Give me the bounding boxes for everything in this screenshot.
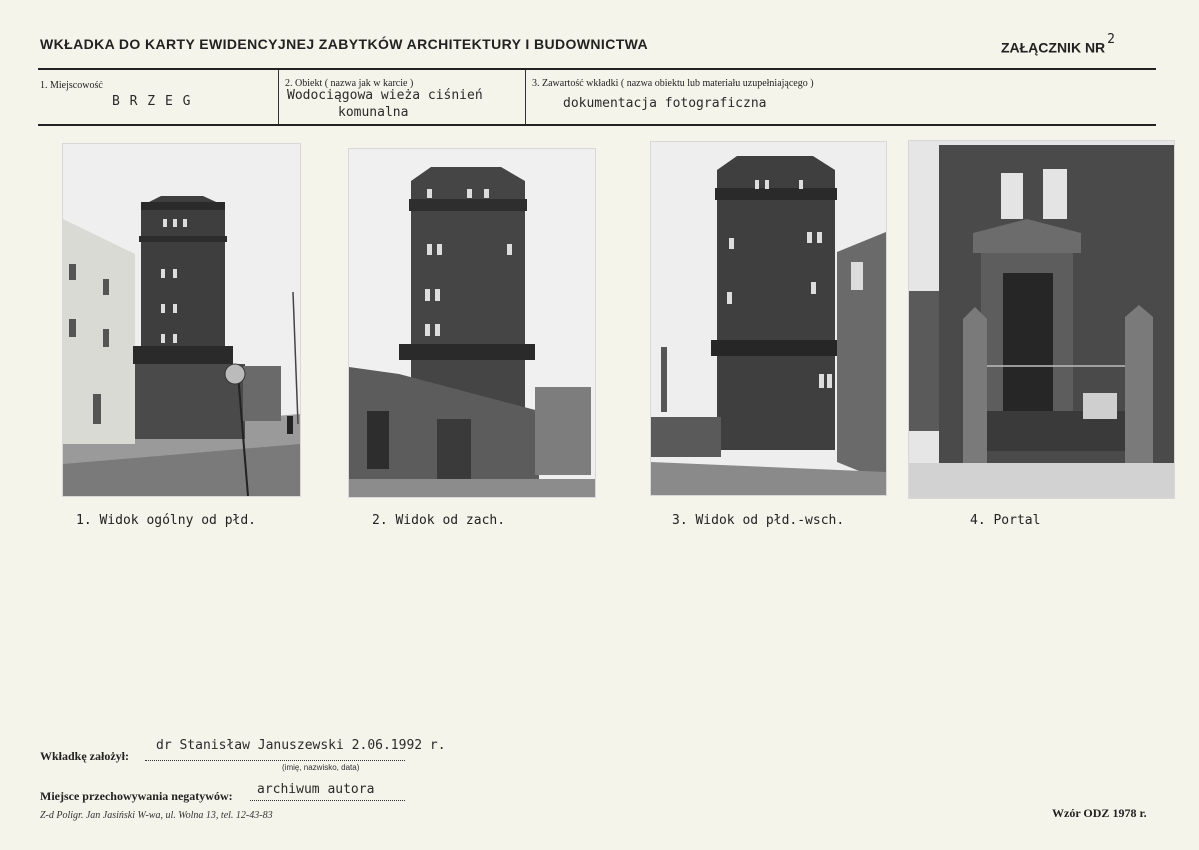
author-dotted-line — [145, 760, 405, 761]
photo-3-image — [651, 142, 886, 495]
locality-label: 1. Miejscowość — [40, 80, 103, 91]
object-value-line1: Wodociągowa wieża ciśnień — [287, 88, 483, 103]
author-label: Wkładkę założył: — [40, 749, 129, 763]
photo-2 — [348, 148, 596, 498]
author-value: dr Stanisław Januszewski 2.06.1992 r. — [156, 738, 446, 753]
annex-label-text: ZAŁĄCZNIK NR — [1000, 39, 1106, 56]
annex-label — [1000, 32, 1115, 56]
photo-4 — [908, 140, 1175, 499]
photo-2-image — [349, 149, 595, 497]
negatives-dotted-line — [250, 800, 405, 801]
photo-1-image — [63, 144, 300, 496]
object-label: 2. Obiekt ( nazwa jak w karcie ) — [285, 78, 414, 89]
photo-3 — [650, 141, 887, 496]
object-value-line2: komunalna — [338, 105, 409, 120]
header-rule-bottom — [38, 124, 1156, 126]
photo-2-caption: 2. Widok od zach. — [372, 513, 506, 528]
negatives-label: Miejsce przechowywania negatywów: — [40, 789, 233, 803]
content-value: dokumentacja fotograficzna — [563, 96, 767, 111]
photo-1 — [62, 143, 301, 497]
locality-value: B R Z E G — [112, 94, 192, 109]
photo-4-image — [909, 141, 1174, 498]
negatives-value: archiwum autora — [257, 782, 375, 797]
field-divider-1 — [278, 70, 279, 124]
photo-4-caption: 4. Portal — [970, 513, 1041, 528]
form-identifier: Wzór ODZ 1978 r. — [1052, 806, 1147, 820]
header-rule-top — [38, 68, 1156, 70]
author-hint: (imię, nazwisko, data) — [282, 763, 360, 772]
sheet-title: WKŁADKA DO KARTY EWIDENCYJNEJ ZABYTKÓW ARCHITEKTURY I BUDOWNICTWA — [40, 36, 649, 52]
annex-number: 2 — [1107, 32, 1115, 47]
photo-3-caption: 3. Widok od płd.-wsch. — [672, 513, 845, 528]
printer-imprint: Z-d Poligr. Jan Jasiński W-wa, ul. Wolna 13, tel. 12-43-83 — [40, 810, 273, 821]
photo-1-caption: 1. Widok ogólny od płd. — [76, 513, 257, 528]
content-label: 3. Zawartość wkładki ( nazwa obiektu lub materiału uzupełniającego ) — [532, 78, 814, 89]
field-divider-2 — [525, 70, 526, 124]
